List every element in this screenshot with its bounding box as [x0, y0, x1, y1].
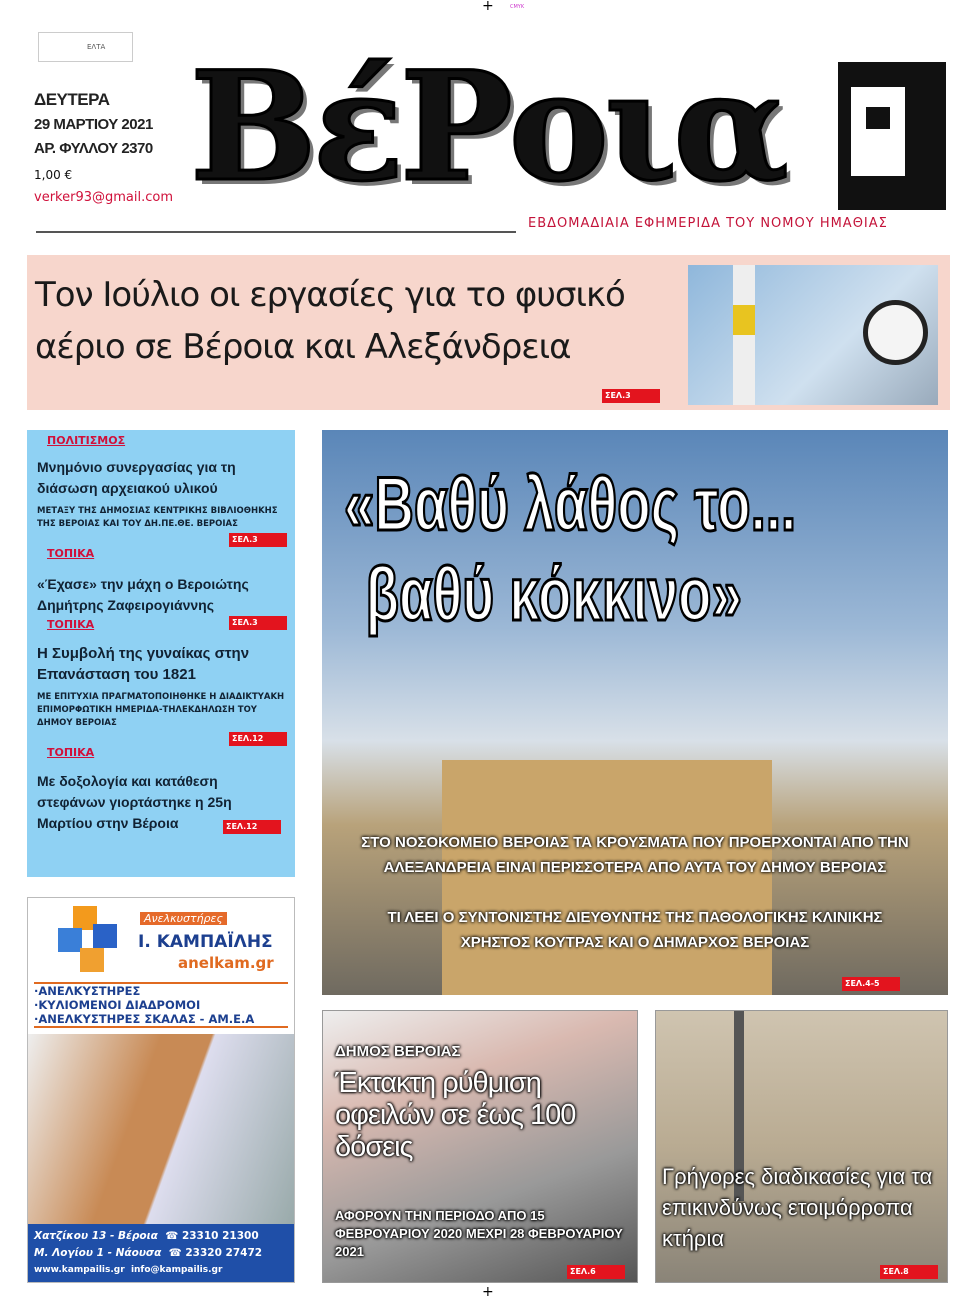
top-story[interactable]: [27, 255, 950, 410]
cubes-logo-icon: [58, 906, 118, 971]
story-subhead: ΑΦΟΡΟΥΝ ΤΗΝ ΠΕΡΙΟΔΟ ΑΠΟ 15 ΦΕΒΡΟΥΑΡΙΟΥ 2020 ΜΕΧΡΙ 28 ΦΕΒΡΟΥΑΡΙΟΥ 2021: [335, 1208, 623, 1259]
sidebar-headline[interactable]: Με δοξολογία και κατάθεση στεφάνων γιορτάστηκε η 25η Μαρτίου στην Βέροια: [37, 773, 232, 831]
lead-subhead: ΤΙ ΛΕΕΙ Ο ΣΥΝΤΟΝΙΣΤΗΣ ΔΙΕΥΘΥΝΤΗΣ ΤΗΣ ΠΑΘΟΛΟΓΙΚΗΣ ΚΛΙΝΙΚΗΣ ΧΡΗΣΤΟΣ ΚΟΥΤΡΑΣ ΚΑΙ Ο ΔΗΜΑΡΧΟΣ ΒΕΡΟΙΑΣ: [387, 909, 883, 951]
ad-contacts: Χατζίκου 13 - Βέροια ☎ 23310 21300 Μ. Λογίου 1 - Νάουσα ☎ 23320 27472 www.kampailis.gr info@kampailis.gr: [28, 1224, 294, 1282]
page-ref: ΣΕΛ.12: [223, 820, 281, 834]
email-link[interactable]: verker93@gmail.com: [34, 190, 173, 205]
cmyk-mark: CMYK: [510, 4, 525, 10]
ad-services: ·ΑΝΕΛΚΥΣΤΗΡΕΣ ·ΚΥΛΙΟΜΕΝΟΙ ΔΙΑΔΡΟΜΟΙ ·ΑΝΕΛΚΥΣΤΗΡΕΣ ΣΚΑΛΑΣ - ΑΜ.Ε.Α: [34, 982, 288, 1028]
page-ref: ΣΕΛ.12: [229, 732, 287, 746]
newspaper-logo: ΒέΡοια: [190, 39, 785, 215]
story-headline: Γρήγορες διαδικασίες για τα επικινδύνως ετοιμόρροπα κτήρια: [662, 1164, 933, 1251]
sidebar-headline[interactable]: «Έχασε» την μάχη ο Βεροιώτης Δημήτρης Ζαφειρογιάννης: [37, 576, 249, 613]
sidebar-headline[interactable]: Μνημόνιο συνεργασίας για τη διάσωση αρχειακού υλικού: [37, 459, 236, 496]
house-logo-icon: [838, 62, 946, 210]
issue-number: ΑΡ. ΦΥΛΛΟΥ 2370: [34, 140, 153, 157]
lead-subhead: ΣΤΟ ΝΟΣΟΚΟΜΕΙΟ ΒΕΡΟΙΑΣ ΤΑ ΚΡΟΥΣΜΑΤΑ ΠΟΥ ΠΡΟΕΡΧΟΝΤΑΙ ΑΠΟ ΤΗΝ ΑΛΕΞΑΝΔΡΕΙΑ ΕΙΝΑΙ ΠΕΡΙΣΣΟΤΕΡΑ ΑΠΟ ΑΥΤΑ ΤΟΥ ΔΗΜΟΥ ΒΕΡΟΙΑΣ: [361, 834, 909, 876]
postal-logo: ΕΛΤΑ: [38, 32, 133, 62]
tagline: ΕΒΔΟΜΑΔΙΑΙΑ ΕΦΗΜΕΡΙΔΑ ΤΟΥ ΝΟΜΟΥ ΗΜΑΘΙΑΣ: [528, 216, 888, 231]
page-ref: ΣΕΛ.6: [567, 1265, 625, 1279]
story-kicker: ΔΗΜΟΣ ΒΕΡΟΙΑΣ: [335, 1043, 461, 1060]
ad-site: anelkam.gr: [178, 954, 274, 972]
category-label: ΤΟΠΙΚΑ: [47, 618, 95, 631]
registration-mark: +: [482, 1284, 494, 1300]
page-ref: ΣΕΛ.8: [880, 1265, 938, 1279]
category-label: ΤΟΠΙΚΑ: [47, 746, 95, 759]
page-ref: ΣΕΛ.3: [229, 533, 287, 547]
sidebar-subhead: ΜΕ ΕΠΙΤΥΧΙΑ ΠΡΑΓΜΑΤΟΠΟΙΗΘΗΚΕ Η ΔΙΑΔΙΚΤΥΑΚΗ ΕΠΙΜΟΡΦΩΤΙΚΗ ΗΜΕΡΙΔΑ-ΤΗΛΕΚΔΗΛΩΣΗ ΤΟΥ ΔΗΜΟΥ ΒΕΡΟΙΑΣ: [37, 692, 285, 728]
sidebar-headline[interactable]: Η Συμβολή της γυναίκας στην Επανάσταση του 1821: [37, 645, 250, 683]
issue-date: 29 ΜΑΡΤΙΟΥ 2021: [34, 116, 153, 133]
ad-kicker: Ανελκυστήρες: [140, 912, 227, 925]
category-label: ΤΟΠΙΚΑ: [47, 547, 95, 560]
page-ref: ΣΕΛ.3: [602, 389, 660, 403]
issue-day: ΔΕΥΤΕΡΑ: [34, 90, 110, 109]
lead-story[interactable]: [322, 430, 948, 995]
top-story-headline: Τον Ιούλιο οι εργασίες για το φυσικό αέριο σε Βέροια και Αλεξάνδρεια: [35, 275, 625, 367]
ad-company-name: Ι. ΚΑΜΠΑΪΛΗΣ: [138, 932, 273, 952]
sidebar-subhead: ΜΕΤΑΞΥ ΤΗΣ ΔΗΜΟΣΙΑΣ ΚΕΝΤΡΙΚΗΣ ΒΙΒΛΙΟΘΗΚΗΣ ΤΗΣ ΒΕΡΟΙΑΣ ΚΑΙ ΤΟΥ ΔΗ.ΠΕ.ΘΕ. ΒΕΡΟΙΑΣ: [37, 506, 278, 529]
price: 1,00 €: [34, 168, 73, 182]
story-headline: Έκτακτη ρύθμιση οφειλών σε έως 100 δόσεις: [335, 1067, 576, 1163]
elevator-advertisement[interactable]: [27, 897, 295, 1283]
stairlift-photo: [28, 1034, 294, 1224]
page-ref: ΣΕΛ.4-5: [842, 977, 900, 991]
debts-story[interactable]: [322, 1010, 638, 1283]
buildings-story[interactable]: [655, 1010, 948, 1283]
registration-mark: +: [482, 0, 494, 14]
lead-headline: «Βαθύ λάθος το... βαθύ κόκκινο»: [344, 462, 797, 637]
divider: [36, 231, 516, 233]
category-label: ΠΟΛΙΤΙΣΜΟΣ: [47, 434, 126, 447]
gas-pipeline-photo: [688, 265, 938, 405]
page-ref: ΣΕΛ.3: [229, 616, 287, 630]
sidebar-news: [27, 430, 295, 877]
